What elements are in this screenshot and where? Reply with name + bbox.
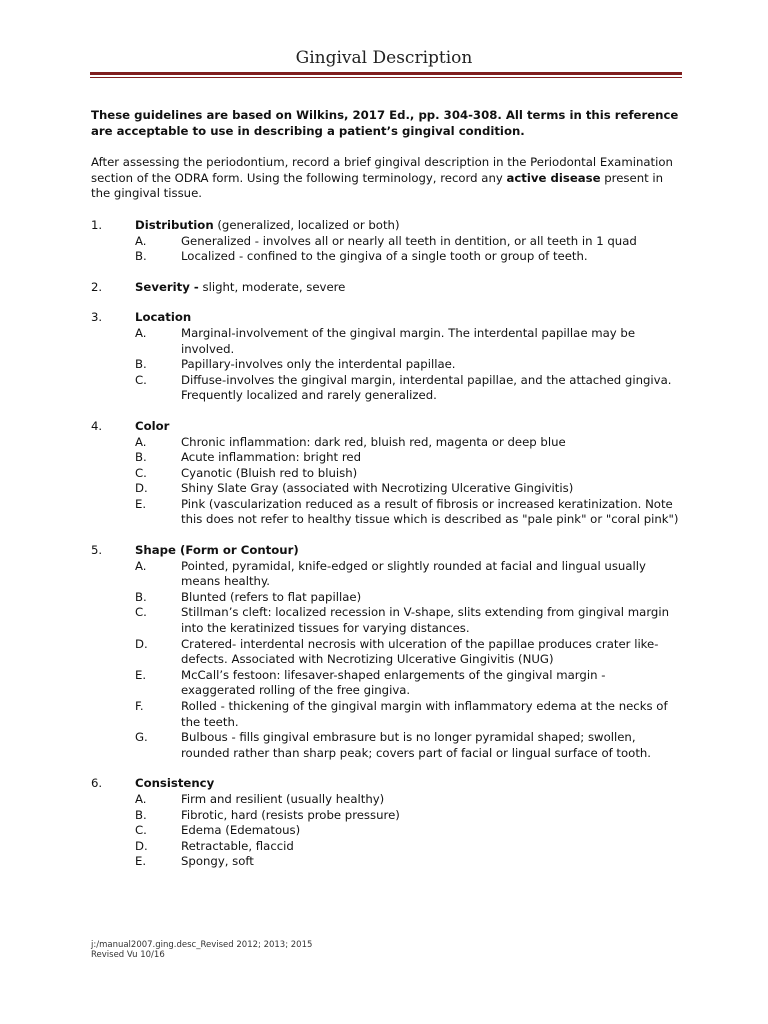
item-text: Chronic inflammation: dark red, bluish red, magenta or deep blue bbox=[181, 434, 566, 449]
list-item bbox=[135, 466, 681, 482]
item-letter: A. bbox=[135, 558, 147, 573]
item-text: Fibrotic, hard (resists probe pressure) bbox=[181, 807, 400, 822]
page-title: Gingival Description bbox=[295, 48, 473, 68]
item-letter: C. bbox=[135, 823, 147, 838]
section bbox=[91, 543, 681, 761]
section-heading bbox=[135, 776, 681, 792]
list-item bbox=[135, 435, 681, 451]
item-letter: B. bbox=[135, 450, 147, 465]
section-title: Color bbox=[135, 418, 170, 433]
footer-revision: Revised Vu 10/16 bbox=[91, 950, 165, 960]
section-title: Severity - bbox=[135, 279, 199, 294]
item-text: Rolled - thickening of the gingival margin with inflammatory edema at the necks of the teeth. bbox=[181, 699, 668, 729]
item-text: Generalized - involves all or nearly all teeth in dentition, or all teeth in 1 quad bbox=[181, 233, 637, 248]
list-item bbox=[135, 637, 681, 668]
item-letter: F. bbox=[135, 699, 144, 713]
item-letter: C. bbox=[135, 372, 147, 387]
item-text: Pointed, pyramidal, knife-edged or slightly rounded at facial and lingual usually means healthy. bbox=[181, 558, 646, 589]
item-letter: A. bbox=[135, 325, 147, 340]
instructions-text-end: present in the gingival tissue. bbox=[91, 170, 664, 201]
section-number: 4. bbox=[91, 418, 103, 433]
footer-file-path: j:/manual2007.ging.desc_Revised 2012; 2013; 2015 bbox=[91, 940, 313, 950]
section bbox=[91, 218, 681, 265]
section-heading bbox=[135, 419, 681, 435]
title-rule-thin bbox=[90, 77, 682, 78]
item-letter: A. bbox=[135, 791, 147, 806]
section-title: Shape (Form or Contour) bbox=[135, 543, 299, 558]
footer bbox=[91, 940, 312, 960]
list-item bbox=[135, 373, 681, 404]
section-number: 3. bbox=[91, 310, 103, 325]
section-title: Consistency bbox=[135, 776, 215, 791]
list-item bbox=[135, 668, 681, 699]
item-text: Stillman’s cleft: localized recession in V-shape, slits extending from gingival margin into the keratinized tissues for varying distances. bbox=[181, 605, 669, 636]
list-item bbox=[135, 730, 681, 761]
list-item bbox=[135, 450, 681, 466]
active-disease-term: active disease bbox=[506, 170, 601, 185]
list-item bbox=[135, 839, 681, 855]
section-title-suffix: (generalized, localized or both) bbox=[213, 217, 400, 232]
section-title-suffix: slight, moderate, severe bbox=[198, 279, 346, 294]
section-heading bbox=[135, 310, 681, 326]
list-item bbox=[135, 792, 681, 808]
list-item bbox=[135, 590, 681, 606]
list-item bbox=[135, 854, 681, 870]
section-heading bbox=[135, 280, 681, 296]
instructions-paragraph bbox=[91, 155, 681, 202]
section bbox=[91, 310, 681, 404]
item-text: Cratered- interdental necrosis with ulceration of the papillae produces crater like-defects. Associated with Necrotizing Ulcerative Gingivitis (NUG) bbox=[181, 636, 659, 667]
item-text: Retractable, flaccid bbox=[181, 838, 294, 853]
item-text: Shiny Slate Gray (associated with Necrotizing Ulcerative Gingivitis) bbox=[181, 481, 574, 496]
item-text: Localized - confined to the gingiva of a single tooth or group of teeth. bbox=[181, 249, 588, 264]
item-letter: E. bbox=[135, 496, 147, 511]
item-letter: G. bbox=[135, 730, 148, 745]
list-item bbox=[135, 823, 681, 839]
item-letter: B. bbox=[135, 807, 147, 822]
item-letter: A. bbox=[135, 233, 147, 248]
item-text: Pink (vascularization reduced as a result of fibrosis or increased keratinization. Note this does not refer to healthy tissue which is described as "pale pink" or "coral pink") bbox=[181, 496, 679, 527]
item-text: Blunted (refers to flat papillae) bbox=[181, 589, 362, 604]
list-item bbox=[135, 808, 681, 824]
title-rule-thick bbox=[90, 72, 682, 75]
list-item bbox=[135, 326, 681, 357]
section-number: 1. bbox=[91, 217, 103, 232]
item-letter: B. bbox=[135, 357, 147, 372]
list-item bbox=[135, 605, 681, 636]
list-item bbox=[135, 497, 681, 528]
item-letter: D. bbox=[135, 481, 148, 496]
item-text: Firm and resilient (usually healthy) bbox=[181, 791, 385, 806]
item-text: Bulbous - fills gingival embrasure but is no longer pyramidal shaped; swollen, rounded rather than sharp peak; covers part of facial or lingual surface of tooth. bbox=[181, 730, 652, 760]
section-title: Location bbox=[135, 310, 192, 325]
item-text: Acute inflammation: bright red bbox=[181, 450, 362, 465]
section bbox=[91, 776, 681, 870]
section-number: 2. bbox=[91, 279, 103, 294]
section bbox=[91, 419, 681, 528]
item-text: Marginal-involvement of the gingival margin. The interdental papillae may be involved. bbox=[181, 325, 636, 356]
list-item bbox=[135, 481, 681, 497]
item-text: Cyanotic (Bluish red to bluish) bbox=[181, 465, 358, 480]
item-text: McCall’s festoon: lifesaver-shaped enlargements of the gingival margin - exaggerated rolling of the free gingiva. bbox=[181, 667, 606, 698]
item-letter: E. bbox=[135, 854, 147, 869]
list-item bbox=[135, 234, 681, 250]
document-body bbox=[91, 108, 681, 885]
item-letter: C. bbox=[135, 605, 147, 620]
list-item bbox=[135, 249, 681, 265]
item-letter: A. bbox=[135, 434, 147, 449]
list-item bbox=[135, 559, 681, 590]
item-text: Diffuse-involves the gingival margin, interdental papillae, and the attached gingiva. Frequently localized and rarely generalized. bbox=[181, 372, 672, 403]
section-heading bbox=[135, 218, 681, 234]
list-item bbox=[135, 699, 681, 730]
section-number: 6. bbox=[91, 776, 103, 791]
item-text: Papillary-involves only the interdental papillae. bbox=[181, 357, 456, 372]
item-letter: C. bbox=[135, 465, 147, 480]
item-text: Edema (Edematous) bbox=[181, 823, 301, 838]
instructions-text: After assessing the periodontium, record a brief gingival description in the Periodontal Examination section of the ODRA form. Using the following terminology, record any bbox=[91, 155, 673, 185]
item-letter: D. bbox=[135, 838, 148, 853]
section-number: 5. bbox=[91, 543, 103, 558]
list-item bbox=[135, 357, 681, 373]
section-title: Distribution bbox=[135, 217, 214, 232]
terminology-list bbox=[91, 218, 681, 870]
item-letter: D. bbox=[135, 636, 148, 651]
section-heading bbox=[135, 543, 681, 559]
guidelines-note: These guidelines are based on Wilkins, 2017 Ed., pp. 304-308. All terms in this reference are acceptable to use in describing a patient’s gingival condition. bbox=[91, 108, 679, 138]
item-letter: B. bbox=[135, 589, 147, 604]
item-letter: E. bbox=[135, 667, 147, 682]
item-text: Spongy, soft bbox=[181, 854, 254, 869]
item-letter: B. bbox=[135, 249, 147, 264]
section bbox=[91, 280, 681, 296]
